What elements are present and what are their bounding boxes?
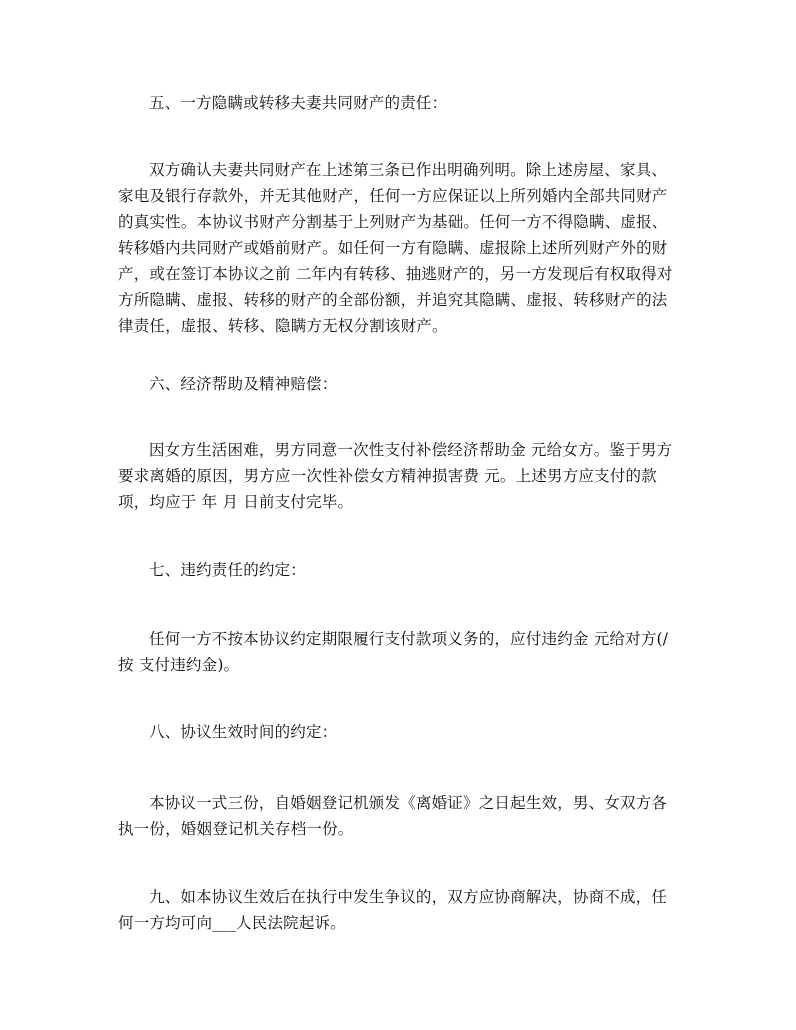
- paragraph-line: 九、如本协议生效后在执行中发生争议的，双方应协商解决，协商不成，任: [149, 888, 668, 906]
- paragraph-line: 何一方均可向___人民法院起诉。: [118, 914, 346, 932]
- paragraph-line: 家电及银行存款外，并无其他财产，任何一方应保证以上所列婚内全部共同财产: [118, 187, 668, 205]
- paragraph-line: 本协议一式三份，自婚姻登记机颁发《离婚证》之日起生效，男、女双方各: [149, 794, 668, 812]
- paragraph-line: 因女方生活困难，男方同意一次性支付补偿经济帮助金 元给女方。鉴于男方: [149, 441, 673, 459]
- section-5-heading: 五、一方隐瞒或转移夫妻共同财产的责任：: [149, 94, 448, 112]
- paragraph-line: 执一份，婚姻登记机关存档一份。: [118, 820, 354, 838]
- section-8-heading: 八、协议生效时间的约定：: [149, 723, 338, 741]
- paragraph-line: 任何一方不按本协议约定期限履行支付款项义务的，应付违约金 元给对方(/: [149, 630, 669, 648]
- paragraph-line: 的真实性。本协议书财产分割基于上列财产为基础。任何一方不得隐瞒、虚报、: [118, 213, 668, 231]
- paragraph-line: 律责任，虚报、转移、隐瞒方无权分割该财产。: [118, 317, 448, 335]
- paragraph-line: 双方确认夫妻共同财产在上述第三条已作出明确列明。除上述房屋、家具、: [149, 161, 668, 179]
- paragraph-line: 项，均应于 年 月 日前支付完毕。: [118, 493, 354, 511]
- paragraph-line: 方所隐瞒、虚报、转移的财产的全部份额，并追究其隐瞒、虚报、转移财产的法: [118, 291, 668, 309]
- paragraph-line: 要求离婚的原因，男方应一次性补偿女方精神损害费 元。上述男方应支付的款: [118, 467, 657, 485]
- section-7-heading: 七、违约责任的约定：: [149, 561, 307, 579]
- paragraph-line: 转移婚内共同财产或婚前财产。如任何一方有隐瞒、虚报除上述所列财产外的财: [118, 239, 668, 257]
- paragraph-line: 按 支付违约金)。: [118, 656, 240, 674]
- section-6-heading: 六、经济帮助及精神赔偿：: [149, 375, 338, 393]
- paragraph-line: 产，或在签订本协议之前 二年内有转移、抽逃财产的，另一方发现后有权取得对: [118, 265, 673, 283]
